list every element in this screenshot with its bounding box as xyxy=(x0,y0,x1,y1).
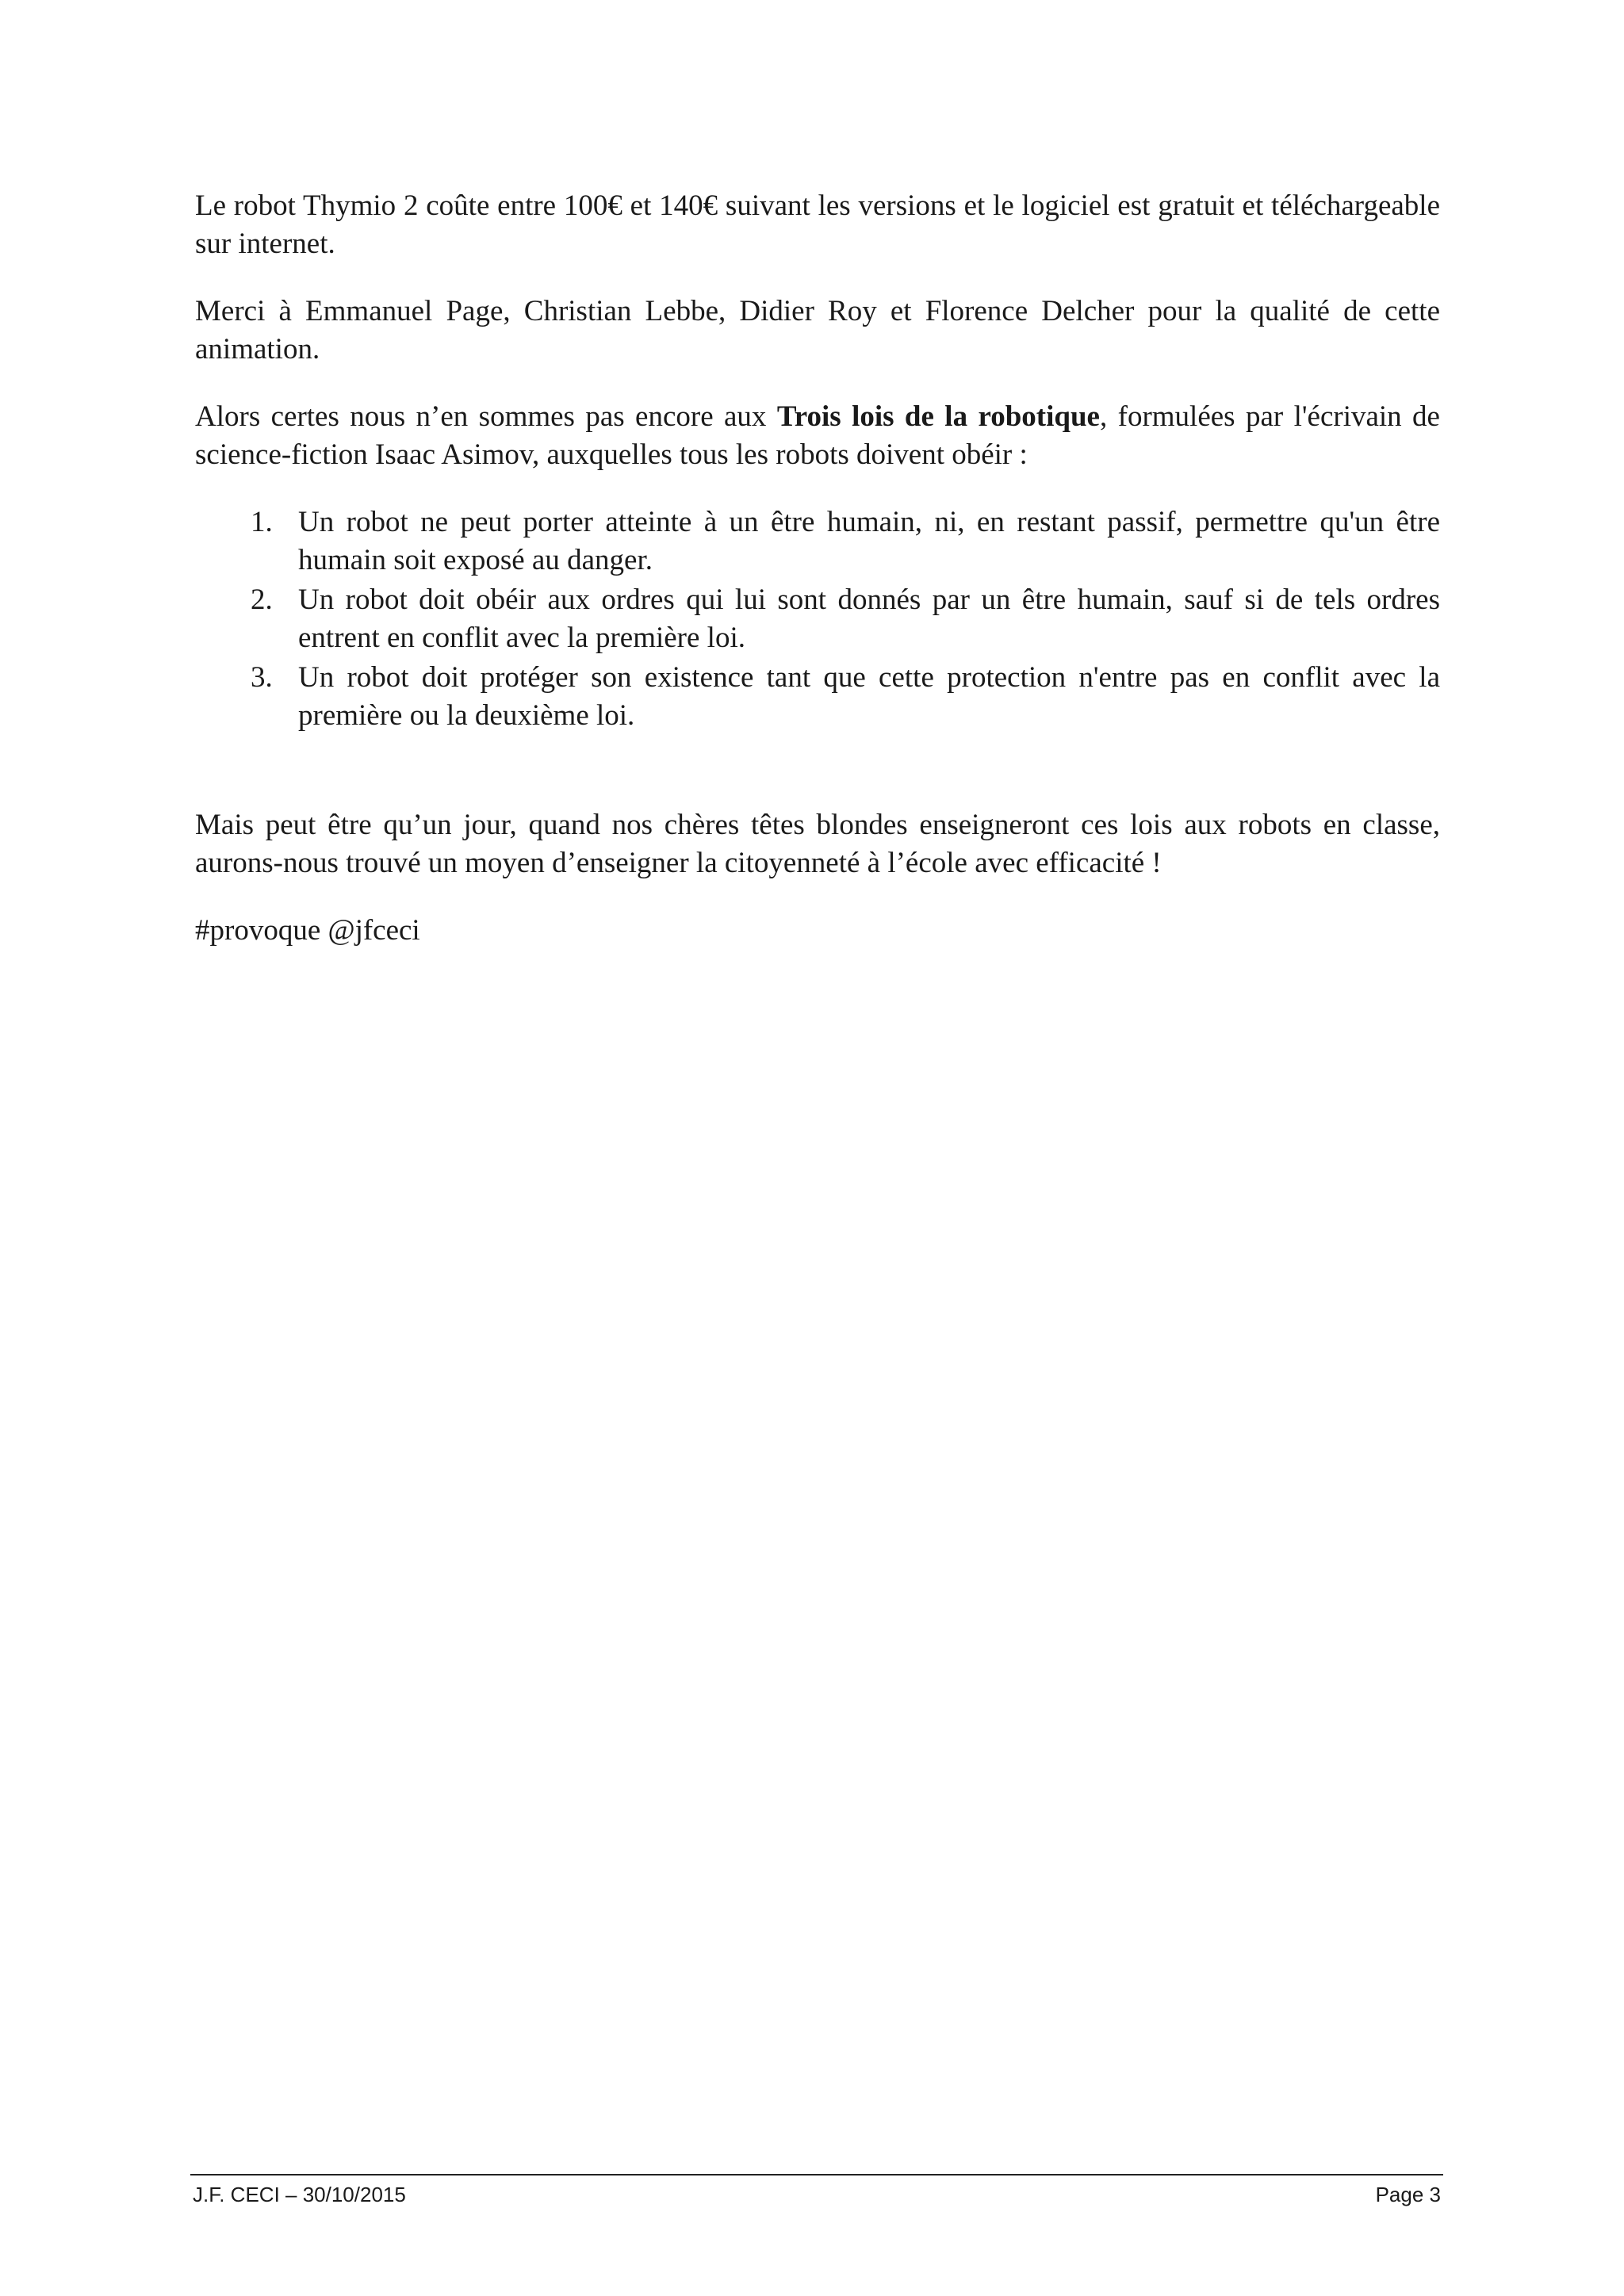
law-item-3 xyxy=(195,659,1440,735)
law-number-3: 3. xyxy=(251,661,273,694)
footer-divider xyxy=(190,2174,1443,2175)
robotics-laws-list xyxy=(195,503,1440,735)
law-number-2: 2. xyxy=(251,584,273,616)
law-text-1: Un robot ne peut porter atteinte à un être humain, ni, en restant passif, permettre qu'un être humain soit exposé au danger. xyxy=(298,506,1440,576)
paragraph-asimov-intro xyxy=(195,398,1440,474)
paragraph-conclusion: Mais peut être qu’un jour, quand nos chères têtes blondes enseigneront ces lois aux robots en classe, aurons-nous trouvé un moyen d’enseigner la citoyenneté à l’école avec efficacité ! xyxy=(195,809,1440,879)
paragraph-thanks: Merci à Emmanuel Page, Christian Lebbe, Didier Roy et Florence Delcher pour la qualité de cette animation. xyxy=(195,295,1440,365)
footer-page-number: Page 3 xyxy=(1375,2183,1441,2206)
document-body xyxy=(195,187,1440,979)
asimov-laws-title: Trois lois de la robotique xyxy=(776,400,1100,433)
law-item-2 xyxy=(195,581,1440,657)
law-number-1: 1. xyxy=(251,506,273,538)
paragraph-thymio-price: Le robot Thymio 2 coûte entre 100€ et 140€ suivant les versions et le logiciel est gratuit et téléchargeable sur internet. xyxy=(195,189,1440,260)
law-item-1 xyxy=(195,503,1440,580)
asimov-intro-start: Alors certes nous n’en sommes pas encore aux xyxy=(195,400,777,433)
signature-hashtag: #provoque @jfceci xyxy=(195,914,420,947)
asimov-intro-end: , formulées par l'écrivain de science-fiction Isaac Asimov, auxquelles tous les robots doivent obéir : xyxy=(195,400,1440,471)
law-text-2: Un robot doit obéir aux ordres qui lui sont donnés par un être humain, sauf si de tels ordres entrent en conflit avec la première loi. xyxy=(298,584,1440,654)
law-text-3: Un robot doit protéger son existence tant que cette protection n'entre pas en conflit avec la première ou la deuxième loi. xyxy=(298,661,1440,732)
footer-author-date: J.F. CECI – 30/10/2015 xyxy=(193,2183,406,2206)
